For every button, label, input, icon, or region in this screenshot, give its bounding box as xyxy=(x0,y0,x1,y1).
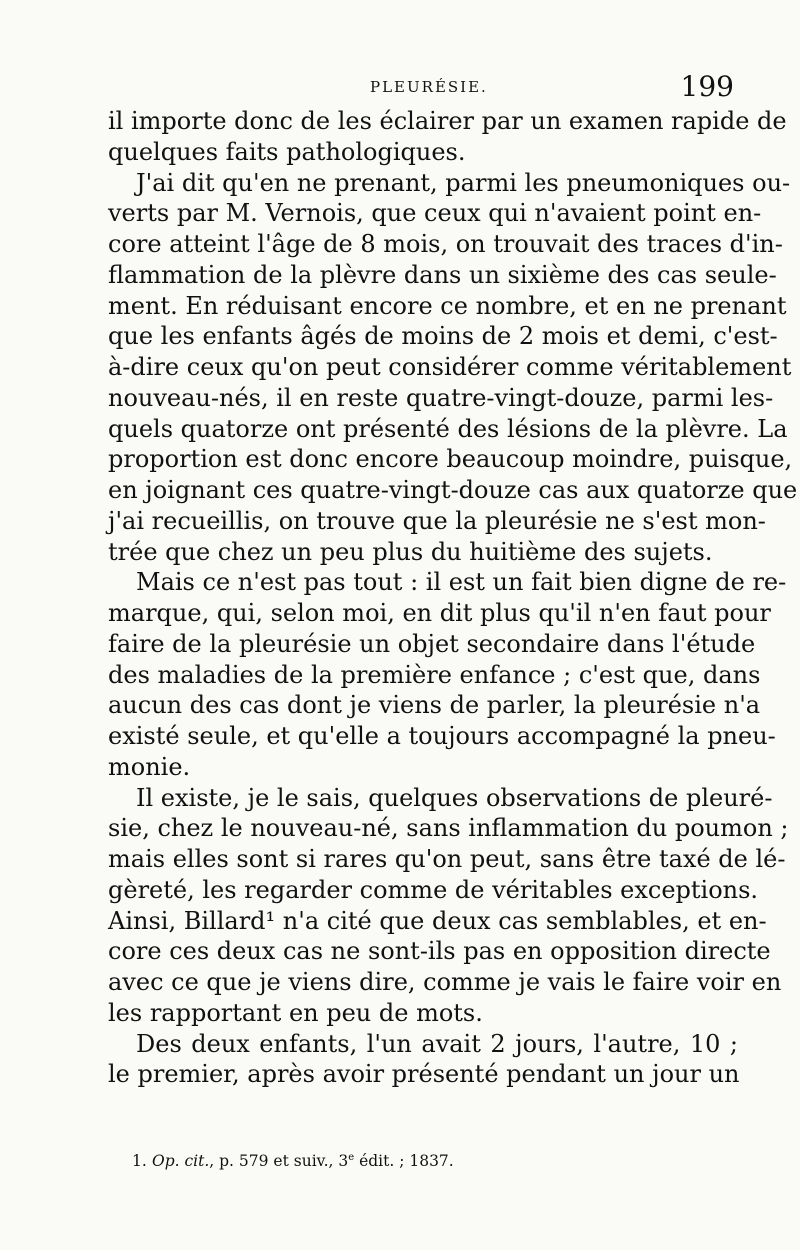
text-line: faire de la pleurésie un objet secondaire dans l'étude xyxy=(108,629,756,658)
text-line: des maladies de la première enfance ; c'est que, dans xyxy=(108,660,761,689)
text-line: en joignant ces quatre-vingt-douze cas aux quatorze que xyxy=(108,476,798,504)
text-line: j'ai recueillis, on trouve que la pleurésie ne s'est mon- xyxy=(108,506,766,535)
text-line: ment. En réduisant encore ce nombre, et en ne prenant xyxy=(108,291,787,320)
text-line: quels quatorze ont présenté des lésions de la plèvre. La xyxy=(108,414,788,443)
text-line: les rapportant en peu de mots. xyxy=(108,998,483,1027)
body-text xyxy=(108,106,798,1090)
text-line: avec ce que je viens dire, comme je vais le faire voir en xyxy=(108,968,782,996)
text-line: verts par M. Vernois, que ceux qui n'avaient point en- xyxy=(108,199,762,228)
text-line: existé seule, et qu'elle a toujours accompagné la pneu- xyxy=(108,722,776,750)
text-line: proportion est donc encore beaucoup moindre, puisque, xyxy=(108,445,793,474)
footnote-text: , p. 579 et suiv., 3 xyxy=(209,1152,349,1171)
text-line: core atteint l'âge de 8 mois, on trouvait des traces d'in- xyxy=(108,230,783,258)
text-line: aucun des cas dont je viens de parler, la pleurésie n'a xyxy=(108,691,761,720)
text-line: il importe donc de les éclairer par un examen rapide de xyxy=(108,107,787,135)
text-line: Ainsi, Billard¹ n'a cité que deux cas semblables, et en- xyxy=(108,906,767,935)
footnote-citation: Op. cit. xyxy=(152,1152,210,1171)
text-line: Mais ce n'est pas tout : il est un fait bien digne de re- xyxy=(136,568,787,597)
text-line: que les enfants âgés de moins de 2 mois et demi, c'est- xyxy=(108,322,778,351)
text-line: monie. xyxy=(108,752,191,781)
text-line: marque, qui, selon moi, en dit plus qu'il n'en faut pour xyxy=(108,599,771,627)
footnote-edition-superscript: e xyxy=(348,1152,355,1163)
text-line: gèreté, les regarder comme de véritables exceptions. xyxy=(108,875,759,904)
text-line: Il existe, je le sais, quelques observations de pleuré- xyxy=(136,783,773,812)
footnote-marker: 1. xyxy=(132,1152,147,1171)
text-line: core ces deux cas ne sont-ils pas en opposition directe xyxy=(108,937,771,966)
page-number: 199 xyxy=(680,70,734,103)
text-line: le premier, après avoir présenté pendant un jour un xyxy=(108,1060,740,1089)
text-line: Des deux enfants, l'un avait 2 jours, l'autre, 10 ; xyxy=(136,1029,738,1058)
text-line: sie, chez le nouveau-né, sans inflammation du poumon ; xyxy=(108,814,789,843)
text-line: flammation de la plèvre dans un sixième des cas seule- xyxy=(108,260,777,289)
text-line: quelques faits pathologiques. xyxy=(108,137,466,166)
text-line: J'ai dit qu'en ne prenant, parmi les pneumoniques ou- xyxy=(136,168,791,197)
text-line: trée que chez un peu plus du huitième des sujets. xyxy=(108,537,713,566)
footnote xyxy=(132,1152,454,1170)
footnote-text-end: édit. ; 1837. xyxy=(354,1152,454,1171)
text-line: à-dire ceux qu'on peut considérer comme véritablement xyxy=(108,353,792,381)
text-line: mais elles sont si rares qu'on peut, sans être taxé de lé- xyxy=(108,845,786,873)
text-line: nouveau-nés, il en reste quatre-vingt-douze, parmi les- xyxy=(108,383,774,412)
running-title: PLEURÉSIE. xyxy=(370,78,488,96)
running-head xyxy=(110,70,734,106)
